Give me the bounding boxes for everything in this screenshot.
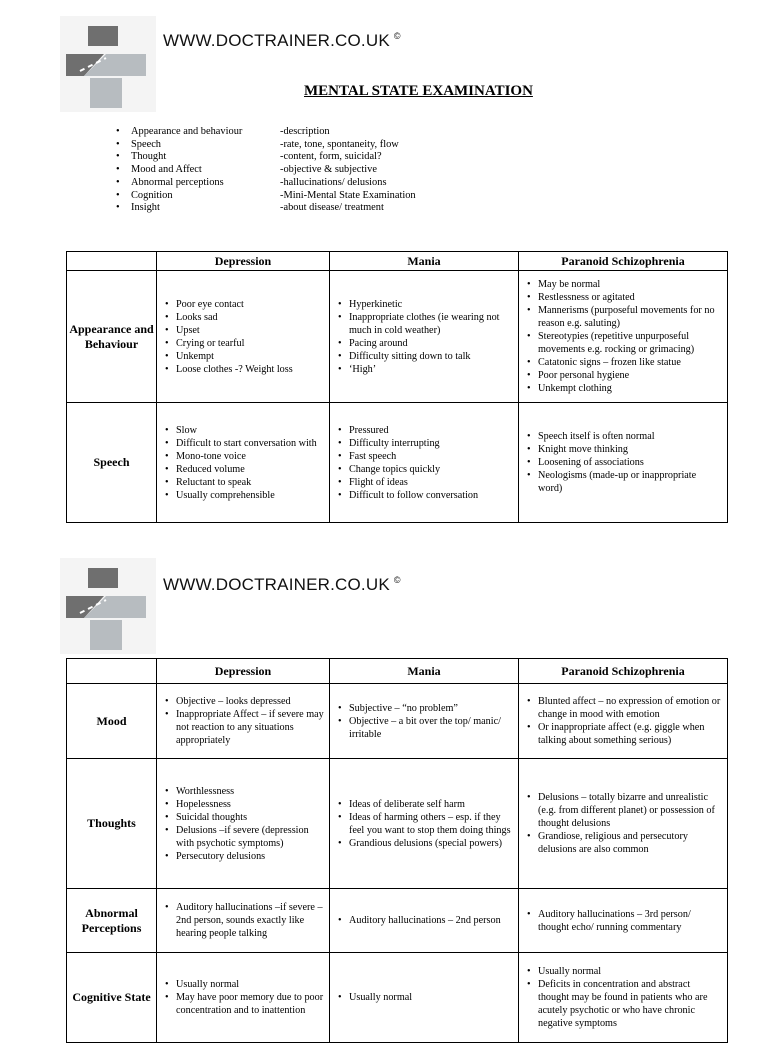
cell-mania	[330, 953, 519, 1043]
table-row	[67, 403, 728, 523]
cell-schizophrenia	[519, 953, 728, 1043]
bullet-icon: •	[116, 126, 120, 137]
column-header: Depression	[157, 252, 330, 271]
list-item: • Neologisms (made-up or inappropriate word)	[523, 469, 723, 495]
overview-detail: -rate, tone, spontaneity, flow	[280, 138, 399, 150]
page-title: MENTAL STATE EXAMINATION	[304, 83, 533, 99]
bullet-icon: •	[116, 176, 120, 188]
overview-item	[116, 139, 416, 152]
column-header: Paranoid Schizophrenia	[519, 252, 728, 271]
overview-detail: -about disease/ treatment	[280, 202, 384, 214]
table-row	[67, 953, 728, 1043]
list-item: • May be normal	[523, 278, 723, 291]
cell-mania	[330, 684, 519, 759]
list-item: • Upset	[161, 324, 325, 337]
list-item: • Blunted affect – no expression of emotion or change in mood with emotion	[523, 695, 723, 721]
list-item: • Difficult to follow conversation	[334, 489, 514, 502]
list-item: • Difficulty sitting down to talk	[334, 350, 514, 363]
list-item: • Mono-tone voice	[161, 450, 325, 463]
overview-detail: -objective & subjective	[280, 164, 377, 176]
row-label: Cognitive State	[67, 953, 157, 1043]
list-item: • Hopelessness	[161, 798, 325, 811]
logo	[60, 558, 156, 654]
list-item: • Usually normal	[161, 978, 325, 991]
list-item: • Flight of ideas	[334, 476, 514, 489]
overview-topic: Thought	[131, 151, 167, 163]
column-header: Paranoid Schizophrenia	[519, 659, 728, 684]
list-item: • Objective – looks depressed	[161, 695, 325, 708]
overview-topic: Speech	[131, 138, 162, 150]
blank-header	[67, 659, 157, 684]
list-item: • Ideas of harming others – esp. if they feel you want to stop them doing things	[334, 811, 514, 837]
list-item: • Difficult to start conversation with	[161, 437, 325, 450]
list-item: • Grandiose, religious and persecutory delusions are also common	[523, 830, 723, 856]
list-item: • Mannerisms (purposeful movements for no reason e.g. saluting)	[523, 304, 723, 330]
overview-detail: -content, form, suicidal?	[280, 151, 382, 163]
list-item: • Slow	[161, 424, 325, 437]
overview-topic: Cognition	[131, 189, 173, 201]
list-item: • Auditory hallucinations – 2nd person	[334, 914, 514, 927]
logo	[60, 16, 156, 112]
overview-topic: Insight	[131, 202, 160, 214]
row-label: Speech	[67, 403, 157, 523]
overview-detail: -hallucinations/ delusions	[280, 176, 387, 188]
bullet-icon: •	[116, 164, 120, 176]
row-label: Mood	[67, 684, 157, 759]
cross-road-logo-icon	[60, 558, 156, 654]
list-item: • Delusions – totally bizarre and unrealistic (e.g. from different planet) or possession of thought delusions	[523, 791, 723, 830]
cell-schizophrenia	[519, 759, 728, 889]
list-item: • ‘High’	[334, 363, 514, 376]
cell-depression	[157, 684, 330, 759]
list-item: • Restlessness or agitated	[523, 291, 723, 304]
cell-depression	[157, 403, 330, 523]
mse-table-1	[66, 251, 728, 523]
cell-mania	[330, 759, 519, 889]
list-item: • Loosening of associations	[523, 456, 723, 469]
list-item: • Loose clothes -? Weight loss	[161, 363, 325, 376]
column-header: Mania	[330, 659, 519, 684]
list-item: • Change topics quickly	[334, 463, 514, 476]
column-header: Depression	[157, 659, 330, 684]
overview-item	[116, 190, 416, 203]
list-item: • Objective – a bit over the top/ manic/ irritable	[334, 715, 514, 741]
list-item: • Ideas of deliberate self harm	[334, 798, 514, 811]
overview-detail: -Mini-Mental State Examination	[280, 189, 416, 201]
table-row	[67, 889, 728, 953]
overview-item	[116, 177, 416, 190]
list-item: • Speech itself is often normal	[523, 430, 723, 443]
list-item: • Deficits in concentration and abstract thought may be found in patients who are acutely psychotic or who have chronic negative symptoms	[523, 978, 723, 1030]
overview-item	[116, 151, 416, 164]
overview-topic: Appearance and behaviour	[131, 126, 243, 137]
list-item: • Poor eye contact	[161, 298, 325, 311]
overview-item	[116, 164, 416, 177]
list-item: • Usually normal	[523, 965, 723, 978]
cell-schizophrenia	[519, 889, 728, 953]
site-name: WWW.DOCTRAINER.CO.UK ©	[163, 575, 401, 594]
overview-item	[116, 202, 416, 215]
overview-detail: -description	[280, 126, 330, 137]
table-row	[67, 759, 728, 889]
list-item: • Suicidal thoughts	[161, 811, 325, 824]
row-label: Thoughts	[67, 759, 157, 889]
list-item: • Stereotypies (repetitive unpurposeful movements e.g. rocking or grimacing)	[523, 330, 723, 356]
list-item: • Pressured	[334, 424, 514, 437]
table-row	[67, 684, 728, 759]
bullet-icon: •	[116, 202, 120, 214]
list-item: • Unkempt	[161, 350, 325, 363]
list-item: • Pacing around	[334, 337, 514, 350]
list-item: • Reluctant to speak	[161, 476, 325, 489]
list-item: • Grandious delusions (special powers)	[334, 837, 514, 850]
cell-schizophrenia	[519, 271, 728, 403]
list-item: • Delusions –if severe (depression with psychotic symptoms)	[161, 824, 325, 850]
cell-mania	[330, 403, 519, 523]
overview-topic: Abnormal perceptions	[131, 176, 224, 188]
cross-road-logo-icon	[60, 16, 156, 112]
cell-schizophrenia	[519, 403, 728, 523]
list-item: • Knight move thinking	[523, 443, 723, 456]
bullet-icon: •	[116, 138, 120, 150]
bullet-icon: •	[116, 189, 120, 201]
column-header: Mania	[330, 252, 519, 271]
list-item: • Usually comprehensible	[161, 489, 325, 502]
list-item: • Hyperkinetic	[334, 298, 514, 311]
cell-schizophrenia	[519, 684, 728, 759]
list-item: • Inappropriate clothes (ie wearing not much in cold weather)	[334, 311, 514, 337]
list-item: • Worthlessness	[161, 785, 325, 798]
row-label: Abnormal Perceptions	[67, 889, 157, 953]
bullet-icon: •	[116, 151, 120, 163]
list-item: • Subjective – “no problem”	[334, 702, 514, 715]
mse-table-2	[66, 658, 728, 1043]
cell-depression	[157, 271, 330, 403]
row-label: Appearance and Behaviour	[67, 271, 157, 403]
overview-topic: Mood and Affect	[131, 164, 202, 176]
table-row	[67, 271, 728, 403]
list-item: • Looks sad	[161, 311, 325, 324]
site-name: WWW.DOCTRAINER.CO.UK ©	[163, 31, 401, 50]
overview-list	[116, 126, 416, 215]
list-item: • Persecutory delusions	[161, 850, 325, 863]
list-item: • Inappropriate Affect – if severe may not reaction to any situations appropriately	[161, 708, 325, 747]
list-item: • Reduced volume	[161, 463, 325, 476]
list-item: • Usually normal	[334, 991, 514, 1004]
list-item: • Difficulty interrupting	[334, 437, 514, 450]
cell-mania	[330, 889, 519, 953]
list-item: • Crying or tearful	[161, 337, 325, 350]
list-item: • Auditory hallucinations –if severe – 2nd person, sounds exactly like hearing people talking	[161, 901, 325, 940]
list-item: • Catatonic signs – frozen like statue	[523, 356, 723, 369]
list-item: • Poor personal hygiene	[523, 369, 723, 382]
cell-depression	[157, 953, 330, 1043]
cell-depression	[157, 759, 330, 889]
blank-header	[67, 252, 157, 271]
cell-depression	[157, 889, 330, 953]
overview-item	[116, 126, 416, 139]
list-item: • May have poor memory due to poor concentration and to inattention	[161, 991, 325, 1017]
list-item: • Fast speech	[334, 450, 514, 463]
list-item: • Or inappropriate affect (e.g. giggle when talking about something serious)	[523, 721, 723, 747]
list-item: • Auditory hallucinations – 3rd person/ thought echo/ running commentary	[523, 908, 723, 934]
cell-mania	[330, 271, 519, 403]
list-item: • Unkempt clothing	[523, 382, 723, 395]
